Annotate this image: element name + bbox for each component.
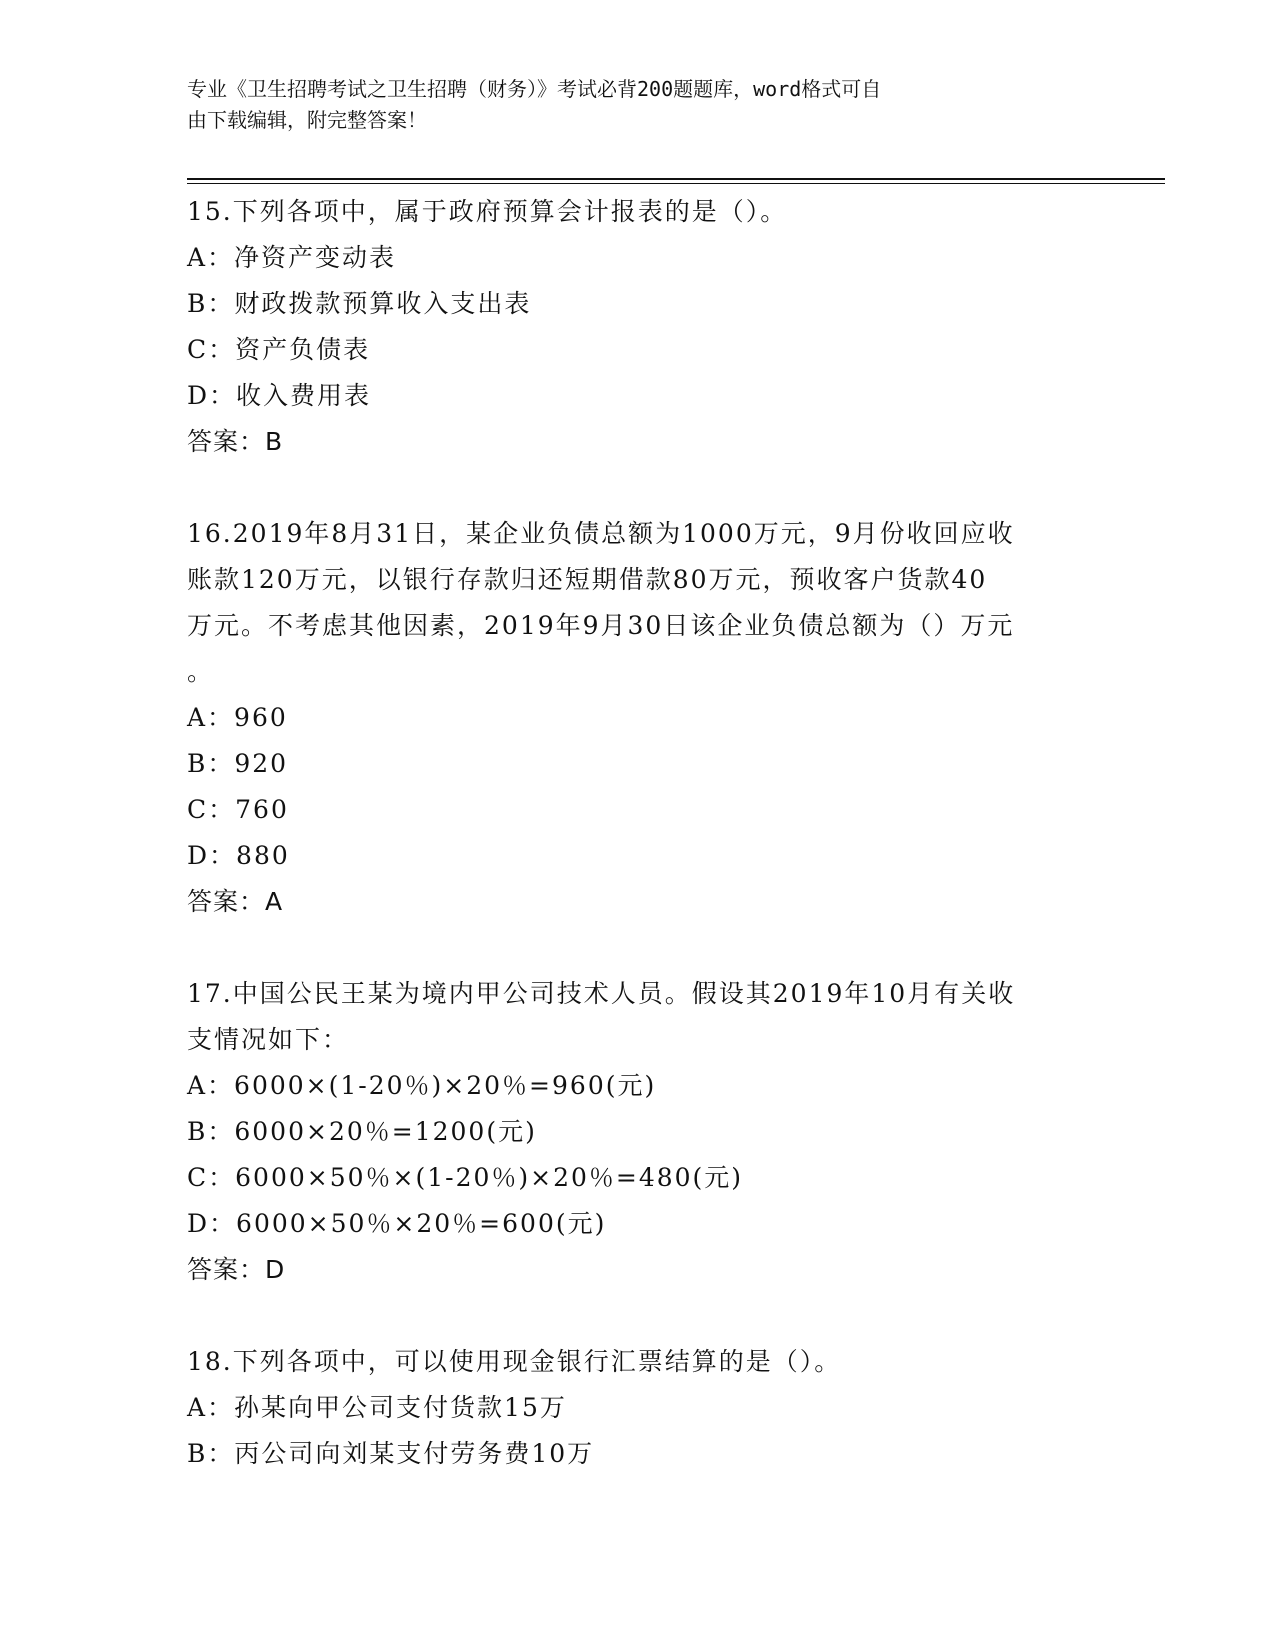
question-stem: 17.中国公民王某为境内甲公司技术人员。假设其2019年10月有关收	[187, 979, 1016, 1008]
option-a: A：孙某向甲公司支付货款15万	[187, 1393, 567, 1422]
answer-line: 答案：A	[187, 887, 284, 916]
header-divider-thick	[187, 178, 1165, 180]
option-b: B：财政拨款预算收入支出表	[187, 289, 532, 318]
document-header	[187, 74, 1077, 136]
header-divider-thin	[187, 183, 1165, 184]
option-b: B：920	[187, 749, 289, 778]
option-d: D：收入费用表	[187, 381, 372, 410]
option-b: B：6000×20％=1200(元)	[187, 1117, 537, 1146]
answer-line: 答案：D	[187, 1255, 286, 1284]
question-stem: 15.下列各项中，属于政府预算会计报表的是（）。	[187, 197, 788, 226]
question-stem: 18.下列各项中，可以使用现金银行汇票结算的是（）。	[187, 1347, 842, 1376]
question-stem: 16.2019年8月31日，某企业负债总额为1000万元，9月份收回应收	[187, 519, 1015, 548]
option-a: A：6000×(1-20％)×20％=960(元)	[187, 1071, 657, 1100]
header-line-2: 由下载编辑，附完整答案！	[187, 108, 427, 132]
option-b: B：丙公司向刘某支付劳务费10万	[187, 1439, 595, 1468]
option-c: C：760	[187, 795, 289, 824]
option-d: D：6000×50％×20％=600(元)	[187, 1209, 607, 1238]
question-block	[187, 1339, 1087, 1477]
option-c: C：6000×50％×(1-20％)×20％=480(元)	[187, 1163, 744, 1192]
question-list	[187, 189, 1087, 1477]
option-d: D：880	[187, 841, 290, 870]
header-line-1: 专业《卫生招聘考试之卫生招聘（财务）》考试必背200题题库，word格式可自	[187, 77, 882, 101]
question-block	[187, 511, 1087, 925]
question-block	[187, 189, 1087, 465]
question-block	[187, 971, 1087, 1293]
answer-line: 答案：B	[187, 427, 284, 456]
question-stem-continued: 账款120万元，以银行存款归还短期借款80万元，预收客户货款40	[187, 565, 988, 594]
option-a: A：净资产变动表	[187, 243, 397, 272]
question-stem-continued: 支情况如下：	[187, 1025, 350, 1054]
option-c: C：资产负债表	[187, 335, 371, 364]
question-stem-continued: 。	[187, 657, 215, 686]
question-stem-continued: 万元。不考虑其他因素，2019年9月30日该企业负债总额为（）万元	[187, 611, 1015, 640]
option-a: A：960	[187, 703, 288, 732]
